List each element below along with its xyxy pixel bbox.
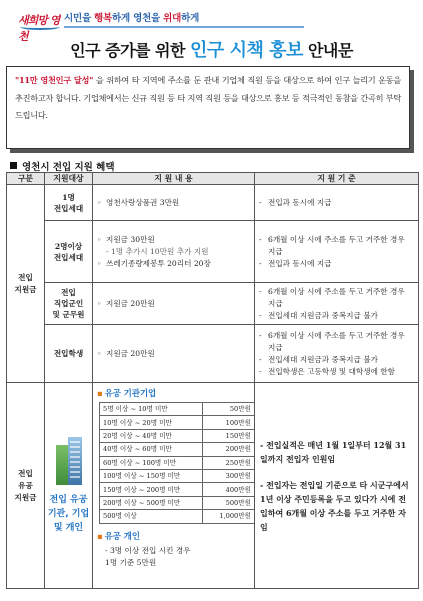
criteria-line-marker: - [259, 310, 262, 320]
criteria-line-marker: - [259, 234, 262, 244]
header-category: 구분 [7, 173, 45, 185]
org-reward-row [100, 443, 255, 456]
table-row [7, 221, 419, 283]
title-pre: 인구 증가를 위한 [70, 41, 191, 60]
ind-lines [97, 545, 250, 569]
ind-title: 유공 개인 [104, 530, 140, 541]
header-band [6, 4, 417, 43]
building-icon [54, 437, 84, 485]
benefits-table [6, 172, 419, 589]
content-cell [93, 283, 255, 325]
criteria-line [259, 354, 414, 366]
content-line-text: 영천사랑상품권 3만원 [106, 197, 180, 207]
org-reward-row [100, 403, 255, 416]
content-line [97, 197, 250, 209]
criteria-line-text: 전입학생은 고등학생 및 대학생에 한함 [268, 366, 396, 376]
city-logo [16, 4, 62, 43]
content-line-marker: ◦ [97, 258, 102, 268]
org-reward-amount: 150만원 [203, 429, 255, 442]
org-reward-range: 150명 이상 ~ 200명 미만 [100, 483, 203, 496]
org-reward-amount: 200만원 [203, 443, 255, 456]
page-title [0, 36, 423, 62]
category-yuchi-label: 전입 유공 지원금 [14, 468, 37, 502]
org-reward-table [99, 402, 255, 524]
content-line [97, 258, 250, 270]
criteria-line-marker: - [259, 197, 262, 207]
criteria-cell [255, 185, 419, 221]
criteria-yuchi [255, 383, 419, 589]
header-target: 지원대상 [45, 173, 93, 185]
notice-box [6, 66, 410, 149]
content-cell [93, 221, 255, 283]
criteria-line-marker: - [259, 366, 262, 376]
content-line-text: 쓰레기종량제봉투 20리터 20장 [106, 258, 211, 268]
ind-subheading [97, 530, 250, 542]
content-yuchi [93, 383, 255, 589]
org-reward-amount: 50만원 [203, 403, 255, 416]
org-reward-row [100, 456, 255, 469]
criteria-cell [255, 325, 419, 383]
content-line-text: - 1명 추가시 10만원 추가 지원 [106, 246, 209, 256]
content-line [97, 234, 250, 246]
support-body [7, 185, 419, 383]
org-reward-row [100, 496, 255, 509]
yuchi-criteria-line: - 전입실적은 매년 1월 1일부터 12월 31일까지 전입자 인원임 [260, 439, 407, 464]
diamond-bullet-icon: ▪ [97, 388, 103, 398]
content-line-marker: ◦ [97, 298, 102, 308]
content-cell [93, 325, 255, 383]
slogan-highlight-1: 행복 [94, 13, 113, 24]
target-yuchi [45, 383, 93, 589]
org-reward-amount: 250만원 [203, 456, 255, 469]
org-reward-row [100, 429, 255, 442]
content-line-marker: ◦ [97, 234, 102, 244]
content-line [97, 246, 250, 258]
org-reward-amount: 300만원 [203, 469, 255, 482]
org-reward-range: 20명 이상 ~ 40명 미만 [100, 429, 203, 442]
diamond-bullet-icon: ▪ [97, 530, 103, 541]
org-reward-range: 10명 이상 ~ 20명 미만 [100, 416, 203, 429]
criteria-line-marker: - [259, 354, 262, 364]
content-line-text: 지원금 20만원 [106, 348, 155, 358]
org-reward-amount: 400만원 [203, 483, 255, 496]
header-content: 지 원 내 용 [93, 173, 255, 185]
criteria-line-text: 6개월 이상 시에 주소를 두고 거주한 경우 지급 [268, 330, 405, 352]
org-reward-row [100, 483, 255, 496]
criteria-line [259, 234, 414, 258]
logo-swoosh-icon [20, 24, 60, 30]
table-row [7, 325, 419, 383]
table-row [7, 283, 419, 325]
slogan [64, 10, 199, 24]
org-reward-range: 60명 이상 ~ 100명 미만 [100, 456, 203, 469]
yuchi-criteria-line: - 전입자는 전입일 기준으로 타 시군구에서 1년 이상 주민등록을 두고 있다가 시에 전입하여 6개월 이상 주소를 두고 거주한 자임 [260, 479, 409, 532]
org-reward-row [100, 510, 255, 523]
org-title: 유공 기관기업 [104, 388, 157, 398]
ind-line: 1명 기준 5만원 [105, 557, 157, 567]
target-cell: 2명이상 전입세대 [45, 221, 93, 283]
yuchi-body [7, 383, 419, 589]
org-reward-row [100, 416, 255, 429]
table-row [7, 383, 419, 589]
logo-text: 새희망 영천 [18, 14, 60, 43]
target-yuchi-label: 전입 유공 기관, 기업 및 개인 [47, 494, 90, 533]
title-post: 안내문 [302, 41, 353, 60]
org-reward-amount: 1,000만원 [203, 510, 255, 523]
content-line [97, 298, 250, 310]
notice-quote: "11만 영천인구 달성" [15, 75, 94, 85]
notice-text [15, 72, 401, 125]
org-subheading [97, 387, 250, 399]
criteria-line-text: 6개월 이상 시에 주소를 두고 거주한 경우 지급 [268, 286, 405, 308]
criteria-line [259, 366, 414, 378]
org-reward-range: 5명 이상 ~ 10명 미만 [100, 403, 203, 416]
content-line-marker [97, 246, 106, 258]
slogan-highlight-2: 위대 [163, 13, 182, 24]
header-criteria: 지 원 기 준 [255, 173, 419, 185]
criteria-line-text: 전입세대 지원금과 중복지급 불가 [268, 310, 378, 320]
category-yuchi [7, 383, 45, 589]
criteria-line-marker: - [259, 258, 262, 268]
criteria-cell [255, 283, 419, 325]
target-cell: 전입 직업군인 및 군무원 [45, 283, 93, 325]
table-header-row [7, 173, 419, 185]
criteria-line-text: 전입과 동시에 지급 [268, 258, 332, 268]
title-accent: 인구 시책 홍보 [190, 40, 303, 61]
org-reward-range: 100명 이상 ~ 150명 미만 [100, 469, 203, 482]
content-line [97, 348, 250, 360]
criteria-line [259, 197, 414, 209]
content-line-marker: ◦ [97, 348, 102, 358]
criteria-line [259, 330, 414, 354]
criteria-line-marker: - [259, 330, 262, 340]
org-reward-range: 40명 이상 ~ 60명 미만 [100, 443, 203, 456]
org-reward-range: 200명 이상 ~ 500명 미만 [100, 496, 203, 509]
section-title: 영천시 전입 지원 혜택 [22, 162, 115, 173]
category-support: 전입 지원금 [7, 185, 45, 383]
slogan-post: 하게 [181, 13, 200, 24]
content-cell [93, 185, 255, 221]
slogan-mid: 하게 영천을 [112, 13, 164, 24]
criteria-line-marker: - [259, 286, 262, 296]
square-bullet-icon [10, 162, 17, 169]
criteria-line [259, 258, 414, 270]
table-row [7, 185, 419, 221]
criteria-line-text: 전입세대 지원금과 중복지급 불가 [268, 354, 378, 364]
notice-body: 을 위하여 타 지역에 주소를 둔 관내 기업체 직원 등을 대상으로 하여 인구 늘리기 운동을 추진하고자 합니다. 기업체에서는 신규 직원 등 타 지역 직원 등을 대상으로 홍보 등 적극적인 동참을 간곡히 부탁드립니다. [15, 75, 402, 120]
criteria-cell [255, 221, 419, 283]
org-reward-range: 500명 이상 [100, 510, 203, 523]
target-cell: 1명 전입세대 [45, 185, 93, 221]
content-line-text: 지원금 30만원 [106, 234, 155, 244]
org-reward-amount: 100만원 [203, 416, 255, 429]
criteria-line-text: 6개월 이상 시에 주소를 두고 거주한 경우 지급 [268, 234, 405, 256]
slogan-underline [64, 26, 304, 28]
section-heading [10, 159, 115, 173]
criteria-line-text: 전입과 동시에 지급 [268, 197, 332, 207]
content-line-marker: ◦ [97, 197, 102, 207]
org-reward-amount: 500만원 [203, 496, 255, 509]
slogan-pre: 시민을 [64, 13, 95, 24]
criteria-line [259, 310, 414, 322]
target-cell: 전입학생 [45, 325, 93, 383]
content-line-text: 지원금 20만원 [106, 298, 155, 308]
org-reward-row [100, 469, 255, 482]
ind-line: - 3명 이상 전입 시킨 경우 [105, 545, 191, 555]
criteria-line [259, 286, 414, 310]
